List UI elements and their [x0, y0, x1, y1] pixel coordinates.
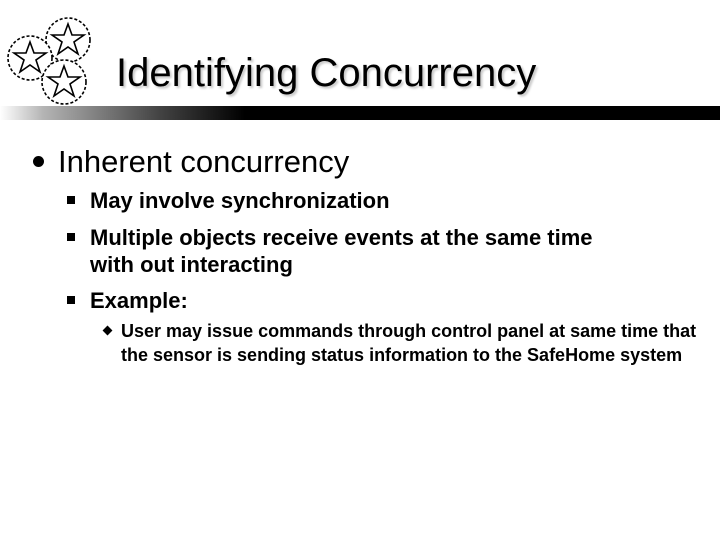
square-bullet	[67, 233, 75, 241]
title-rule	[0, 106, 720, 120]
sub-bullet-multiple-objects: Multiple objects receive events at the same time	[90, 225, 593, 250]
diamond-bullet	[103, 326, 113, 336]
bullet-dot	[33, 156, 44, 167]
sub-bullet-example: Example:	[90, 288, 188, 313]
bullet-inherent-concurrency: Inherent concurrency	[58, 144, 350, 179]
slide-title: Identifying Concurrency	[116, 51, 537, 95]
square-bullet	[67, 296, 75, 304]
sub-bullet-multiple-objects-cont: with out interacting	[90, 252, 293, 277]
sub-bullet-synchronization: May involve synchronization	[90, 188, 390, 213]
square-bullet	[67, 196, 75, 204]
stars-logo-icon	[2, 6, 98, 106]
example-detail: User may issue commands through control panel at same time that the sensor is sending status information to the SafeHome system	[121, 321, 697, 365]
